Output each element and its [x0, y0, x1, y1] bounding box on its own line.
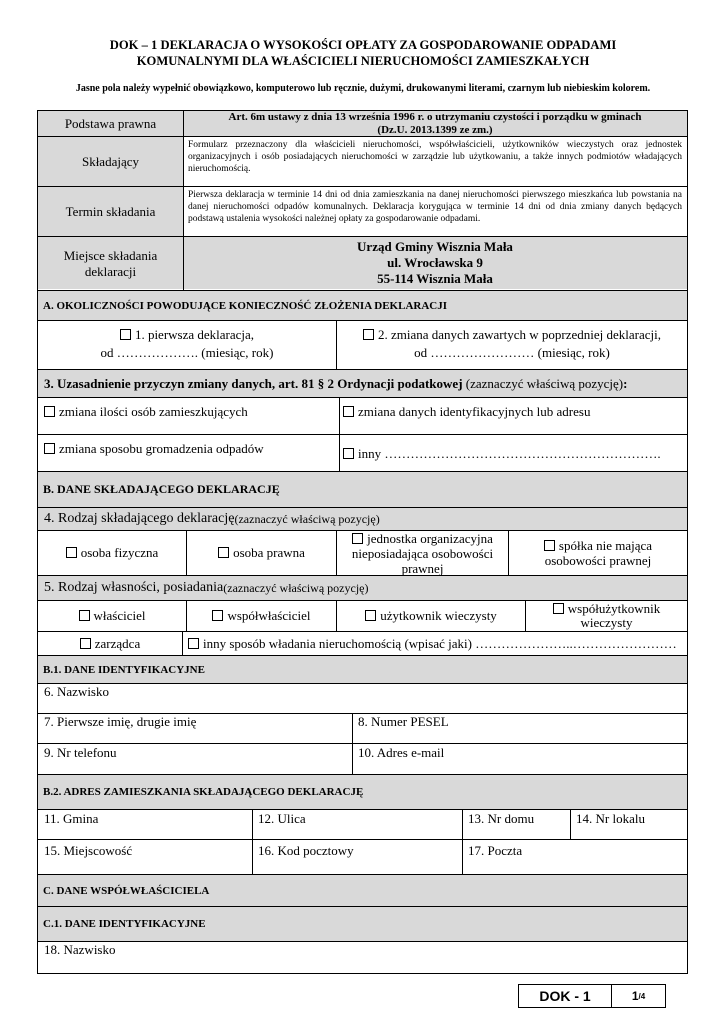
podstawa-label: Podstawa prawna	[64, 115, 157, 131]
municipality-field[interactable]	[38, 810, 252, 839]
email-field[interactable]	[353, 744, 687, 774]
section-c-title: C. DANE WSPÓŁWŁAŚCICIELA	[38, 875, 687, 906]
checkbox-icon[interactable]	[79, 610, 90, 621]
post-office-field[interactable]	[463, 840, 687, 874]
instructions: Jasne pola należy wypełnić obowiązkowo, komputerowo lub ręcznie, dużymi, drukowanymi literami, czarnym lub niebieskim kolorem.	[75, 83, 651, 94]
postal-code-field[interactable]	[253, 840, 462, 874]
skladajacy-text: Formularz przeznaczony dla właścicieli nieruchomości, współwłaścicieli, użytkowników wieczystych oraz jednostek organizacyjnych i osób posiadających nieruchomości w zarządzie lub użytkowaniu, a także innych podmiotów władających nieruchomością.	[188, 140, 682, 174]
checkbox-icon[interactable]	[120, 329, 131, 340]
form-title-line2: KOMUNALNYMI DLA WŁAŚCICIELI NIERUCHOMOŚCI ZAMIESZKAŁYCH	[136, 54, 590, 68]
section-b2-title: B.2. ADRES ZAMIESZKANIA SKŁADAJĄCEGO DEKLARACJĘ	[38, 775, 687, 809]
option-owner[interactable]: właściciel	[38, 601, 186, 631]
option-other-ownership[interactable]: inny sposób władania nieruchomością (wpisać jaki) …………………..……………………	[188, 636, 683, 652]
pesel-field[interactable]	[353, 714, 687, 743]
checkbox-icon[interactable]	[218, 547, 229, 558]
option-co-owner[interactable]: współwłaściciel	[187, 601, 336, 631]
checkbox-icon[interactable]	[553, 603, 564, 614]
page-footer	[518, 984, 666, 1008]
checkbox-icon[interactable]	[365, 610, 376, 621]
checkbox-icon[interactable]	[363, 329, 374, 340]
pesel-field-label: 8. Numer PESEL	[358, 714, 449, 729]
q5-label: 5. Rodzaj własności, posiadania (zaznaczyć właściwą pozycję)	[38, 576, 687, 600]
first-name-field[interactable]	[38, 714, 352, 743]
q3-label: 3. Uzasadnienie przyczyn zmiany danych, art. 81 § 2 Ordynacji podatkowej (zaznaczyć właściwą pozycję):	[38, 370, 687, 397]
q4-label: 4. Rodzaj składającego deklarację (zaznaczyć właściwą pozycję)	[38, 508, 687, 530]
apartment-number-field[interactable]	[571, 810, 687, 839]
first-name-field-label: 7. Pierwsze imię, drugie imię	[44, 714, 197, 729]
option-natural-person[interactable]: osoba fizyczna	[38, 531, 186, 575]
document-code: DOK - 1	[519, 985, 612, 1007]
email-field-label: 10. Adres e-mail	[358, 745, 445, 760]
option-manager[interactable]: zarządca	[38, 632, 182, 655]
street-field-label: 12. Ulica	[258, 811, 306, 826]
reason-identification[interactable]: zmiana danych identyfikacyjnych lub adresu	[343, 404, 683, 420]
option-org-unit[interactable]: jednostka organizacyjna nieposiadająca osobowości prawnej	[351, 530, 494, 576]
city-field[interactable]	[38, 840, 252, 874]
option-partnership[interactable]: spółka nie mająca osobowości prawnej	[544, 538, 653, 568]
checkbox-icon[interactable]	[343, 448, 354, 459]
reason-people-count[interactable]: zmiana ilości osób zamieszkujących	[44, 404, 334, 420]
surname-field-label: 6. Nazwisko	[44, 684, 109, 699]
checkbox-icon[interactable]	[188, 638, 199, 649]
postal-code-field-label: 16. Kod pocztowy	[258, 843, 354, 858]
reason-other[interactable]: inny ……………………………………………………….	[343, 446, 683, 462]
apartment-number-field-label: 14. Nr lokalu	[576, 811, 645, 826]
checkbox-icon[interactable]	[544, 540, 555, 551]
podstawa-text: Art. 6m ustawy z dnia 13 września 1996 r. o utrzymaniu czystości i porządku w gminach (Dz.U. 2013.1399 ze zm.)	[228, 111, 642, 136]
phone-field[interactable]	[38, 744, 352, 774]
miejsce-text: Urząd Gminy Wisznia Mała ul. Wrocławska 9 55-114 Wisznia Mała	[357, 239, 513, 286]
section-b-title: B. DANE SKŁADAJĄCEGO DEKLARACJĘ	[38, 472, 687, 507]
page-number: 1 /4	[631, 989, 646, 1003]
miejsce-label: Miejsce składania deklaracji	[63, 247, 158, 279]
co-owner-surname-field-label: 18. Nazwisko	[44, 942, 116, 957]
municipality-field-label: 11. Gmina	[44, 811, 99, 826]
checkbox-icon[interactable]	[66, 547, 77, 558]
termin-label: Termin składania	[65, 203, 156, 219]
street-field[interactable]	[253, 810, 462, 839]
reason-waste-method[interactable]: zmiana sposobu gromadzenia odpadów	[44, 441, 334, 457]
checkbox-icon[interactable]	[352, 533, 363, 544]
option-perpetual-user[interactable]: użytkownik wieczysty	[337, 601, 525, 631]
post-office-field-label: 17. Poczta	[468, 843, 523, 858]
checkbox-icon[interactable]	[212, 610, 223, 621]
checkbox-icon[interactable]	[44, 406, 55, 417]
option-legal-person[interactable]: osoba prawna	[187, 531, 336, 575]
skladajacy-label: Składający	[81, 153, 140, 169]
phone-field-label: 9. Nr telefonu	[44, 745, 117, 760]
option-first-declaration[interactable]: 1. pierwsza deklaracja, od ………………. (miesiąc, rok)	[100, 327, 274, 360]
co-owner-surname-field[interactable]	[38, 942, 687, 973]
option-data-change[interactable]: 2. zmiana danych zawartych w poprzedniej deklaracji, od …………………… (miesiąc, rok)	[337, 326, 687, 362]
option-co-perpetual-user[interactable]: współużytkownik wieczysty	[526, 601, 687, 631]
form-title-line1: DOK – 1 DEKLARACJA O WYSOKOŚCI OPŁATY ZA GOSPODAROWANIE ODPADAMI	[109, 38, 617, 52]
section-b1-title: B.1. DANE IDENTYFIKACYJNE	[38, 656, 687, 683]
city-field-label: 15. Miejscowość	[44, 843, 133, 858]
termin-text: Pierwsza deklaracja w terminie 14 dni od dnia zamieszkania na danej nieruchomości pierwszego mieszkańca lub powstania na danej nieruchomości odpadów komunalnych. Deklaracja korygująca w terminie 14 dni od dnia zmiany danych będących podstawą ustalenia wysokości należnej opłaty za gospodarowanie odpadami.	[188, 190, 682, 224]
checkbox-icon[interactable]	[343, 406, 354, 417]
surname-field[interactable]	[38, 684, 687, 713]
section-c1-title: C.1. DANE IDENTYFIKACYJNE	[38, 907, 687, 941]
checkbox-icon[interactable]	[80, 638, 91, 649]
house-number-field[interactable]	[463, 810, 570, 839]
checkbox-icon[interactable]	[44, 443, 55, 454]
house-number-field-label: 13. Nr domu	[468, 811, 535, 826]
section-a-title: A. OKOLICZNOŚCI POWODUJĄCE KONIECZNOŚĆ ZŁOŻENIA DEKLARACJI	[38, 291, 687, 320]
